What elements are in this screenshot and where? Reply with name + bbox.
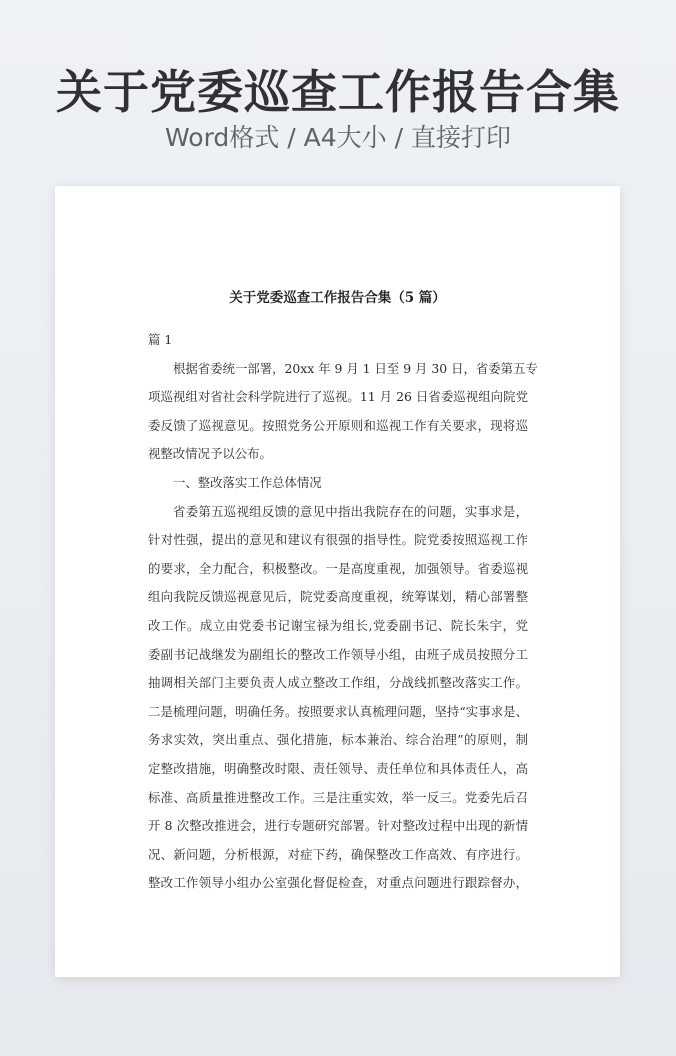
paragraph-line: 根据省委统一部署，20xx 年 9 月 1 日至 9 月 30 日，省委第五专	[173, 360, 538, 376]
section-heading: 篇 1	[148, 332, 173, 347]
paragraph-line: 整改工作领导小组办公室强化督促检查，对重点问题进行跟踪督办，	[148, 875, 528, 891]
paragraph-line: 况、新问题，分析根源，对症下药，确保整改工作高效、有序进行。	[148, 846, 528, 862]
subsection-heading: 一、整改落实工作总体情况	[173, 474, 322, 490]
paragraph-line: 务求实效，突出重点、强化措施，标本兼治、综合治理”的原则，制	[148, 732, 528, 748]
paragraph-line: 抽调相关部门主要负责人成立整改工作组，分战线抓整改落实工作。	[148, 675, 528, 691]
paragraph-line: 视整改情况予以公布。	[148, 446, 272, 462]
paragraph-line: 定整改措施，明确整改时限、责任领导、责任单位和具体责任人，高	[148, 760, 528, 776]
paragraph-line: 针对性强，提出的意见和建议有很强的指导性。院党委按照巡视工作	[148, 532, 528, 548]
document-page	[55, 186, 620, 977]
paragraph-line: 委反馈了巡视意见。按照党务公开原则和巡视工作有关要求，现将巡	[148, 417, 528, 433]
paragraph-line: 改工作。成立由党委书记谢宝禄为组长,党委副书记、院长朱宇，党	[148, 617, 528, 633]
paragraph-line: 开 8 次整改推进会，进行专题研究部署。针对整改过程中出现的新情	[148, 818, 528, 834]
document-body	[148, 326, 538, 898]
paragraph-line: 二是梳理问题，明确任务。按照要求认真梳理问题，坚持“实事求是、	[148, 703, 528, 719]
paragraph-line: 的要求，全力配合，积极整改。一是高度重视，加强领导。省委巡视	[148, 560, 528, 576]
paragraph-line: 省委第五巡视组反馈的意见中指出我院存在的问题，实事求是，	[173, 503, 528, 519]
paragraph-line: 项巡视组对省社会科学院进行了巡视。11 月 26 日省委巡视组向院党	[148, 389, 528, 405]
paragraph-line: 组向我院反馈巡视意见后，院党委高度重视，统筹谋划，精心部署整	[148, 589, 528, 605]
paragraph-line: 委副书记战继发为副组长的整改工作领导小组，由班子成员按照分工	[148, 646, 528, 662]
document-title: 关于党委巡查工作报告合集（5 篇）	[229, 290, 446, 306]
banner-subtitle: Word格式 / A4大小 / 直接打印	[165, 123, 511, 152]
banner-title: 关于党委巡查工作报告合集	[56, 65, 620, 119]
paragraph-line: 标准、高质量推进整改工作。三是注重实效，举一反三。党委先后召	[148, 789, 528, 805]
